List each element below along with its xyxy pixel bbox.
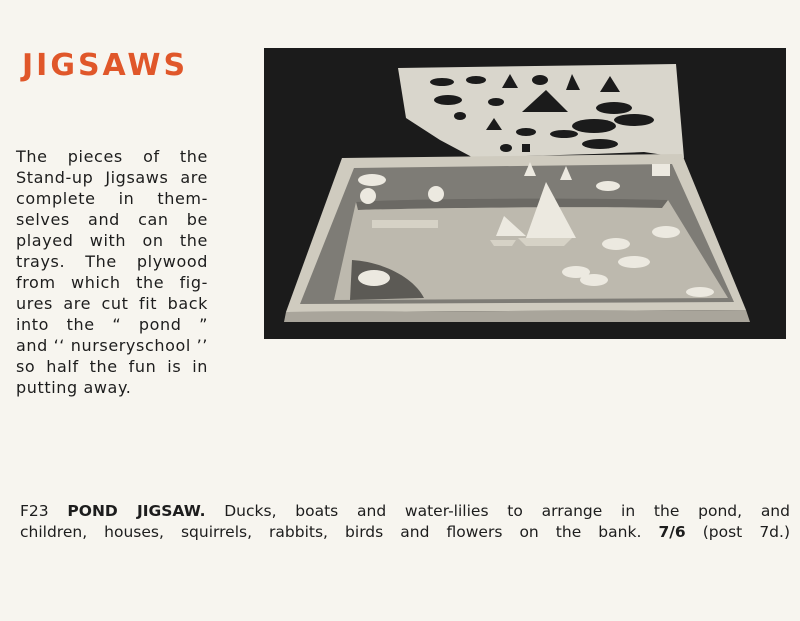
description-line: selves and can be xyxy=(16,210,208,229)
description-line: The pieces of the xyxy=(16,147,208,166)
page-heading: JIGSAWS xyxy=(22,48,189,83)
product-code: F23 xyxy=(20,502,49,520)
product-postage: (post 7d.) xyxy=(702,523,790,541)
caption-line-1 xyxy=(20,501,790,522)
product-name: POND JIGSAW. xyxy=(67,502,206,520)
jigsaw-tray xyxy=(284,154,750,322)
description-line: into the “ pond ” xyxy=(16,315,208,334)
description-line: trays. The plywood xyxy=(16,252,208,271)
description-line: so half the fun is in xyxy=(16,357,208,376)
description-line: Stand-up Jigsaws are xyxy=(16,168,208,187)
product-price: 7/6 xyxy=(658,523,686,541)
description-line: ures are cut fit back xyxy=(16,294,208,313)
description-line: played with on the xyxy=(16,231,208,250)
description-line: complete in them- xyxy=(16,189,208,208)
product-photo xyxy=(264,48,786,339)
description-line: putting away. xyxy=(16,378,132,397)
product-caption xyxy=(20,501,790,543)
product-description xyxy=(16,146,208,398)
jigsaw-tray-illustration xyxy=(264,48,786,339)
description-line: and ‘‘ nurseryschool ’’ xyxy=(16,336,208,355)
description-line: from which the fig- xyxy=(16,273,208,292)
plywood-backing-board xyxy=(398,64,684,168)
product-description-line-1: Ducks, boats and water-lilies to arrange in the pond, and xyxy=(224,502,790,520)
product-description-line-2: children, houses, squirrels, rabbits, birds and flowers on the bank. xyxy=(20,523,642,541)
caption-line-2 xyxy=(20,522,790,543)
